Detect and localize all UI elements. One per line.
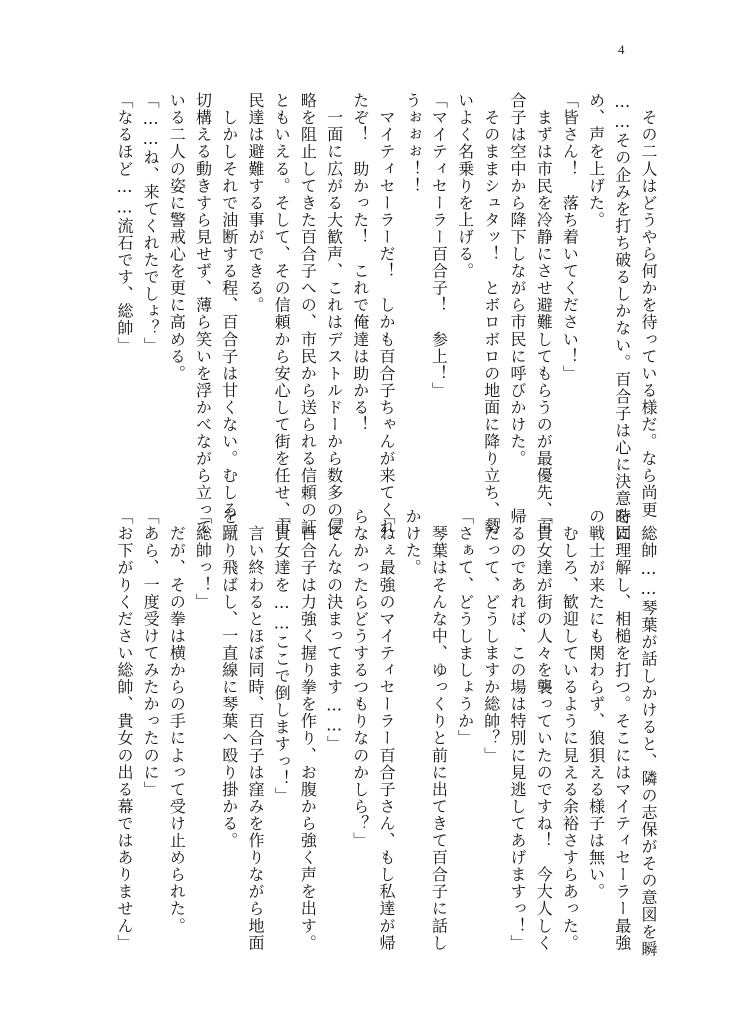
- text-line: の戦士が来たにも関わらず、狼狽える様子は無い。: [586, 508, 606, 901]
- text-line: しかしそれで油断する程、百合子は甘くない。むしろ一: [219, 92, 239, 536]
- text-line: 「……ね、来てくれたでしょ？」: [141, 92, 161, 354]
- text-line: だが、その拳は横からの手によって受け止められた。: [167, 508, 187, 935]
- text-line: を蹴り飛ばし、一直線に琴葉へ殴り掛かる。: [219, 508, 239, 849]
- text-line: 百合子は力強く握り拳を作り、お腹から強く声を出す。: [298, 508, 318, 952]
- text-line: そのままシュタッ！ とボロボロの地面に降り立ち、勢: [481, 92, 501, 536]
- text-line: 帰るのであれば、この場は特別に見逃してあげますっ！」: [507, 508, 527, 952]
- text-line: 「貴女達が街の人々を襲っていたのですね！ 今大人しく: [534, 508, 554, 952]
- text-line: ……その企みを打ち破るしかない。百合子は心に決意を固: [612, 92, 632, 542]
- text-line: まずは市民を冷静にさせ避難してもらうのが最優先、百: [534, 92, 554, 536]
- text-line: 「ねぇ最強のマイティセーラー百合子さん、もし私達が帰: [376, 508, 396, 952]
- text-line: 「皆さん！ 落ち着いてください！」: [560, 92, 580, 382]
- text-line: 切構える動きすら見せず、薄ら笑いを浮かべながら立って: [193, 92, 213, 536]
- text-line: 一面に広がる大歓声、これはデストルドーから数多の侵: [324, 92, 344, 536]
- text-line: ともいえる。そして、その信頼から安心して街を任せ、市: [272, 92, 292, 536]
- text-line: 「貴女達を……ここで倒しますっ！」: [272, 508, 292, 804]
- text-line: 総帥……琴葉が話しかけると、隣の志保がその意図を瞬: [639, 508, 658, 958]
- lower-text-block: [114, 508, 661, 958]
- text-line: 略を阻止してきた百合子への、市民から送られる信頼の証: [298, 92, 318, 536]
- text-line: かけた。: [403, 508, 423, 577]
- text-line: 合子は空中から降下しながら市民に呼びかけた。: [507, 92, 527, 468]
- text-line: 言い終わるとほぼ同時、百合子は窪みを作りながら地面: [245, 508, 265, 952]
- upper-text-block: [114, 92, 661, 542]
- text-line: 「マイティセーラー百合子！ 参上！」: [429, 92, 449, 399]
- text-line: むしろ、歓迎しているように見える余裕さすらあった。: [560, 508, 580, 952]
- text-line: 「総帥っ！」: [193, 508, 213, 611]
- text-line: 「だって、どうしますか総帥？」: [481, 508, 501, 764]
- text-line: 「あら、一度受けてみたかったのに」: [141, 508, 161, 798]
- text-line: マイティセーラーだ！ しかも百合子ちゃんが来てくれ: [376, 92, 396, 536]
- text-line: 「さぁて、どうしましょうか」: [455, 508, 475, 747]
- text-line: らなかったらどうするつもりなのかしら？」: [350, 508, 370, 849]
- text-line: 「なるほど……流石です、総帥」: [114, 92, 134, 354]
- text-line: その二人はどうやら何かを待っている様だ。なら尚更: [639, 92, 658, 519]
- text-line: いよく名乗りを上げる。: [455, 92, 475, 280]
- page-number: 4: [618, 42, 625, 57]
- text-line: たぞ！ 助かった！ これで俺達は助かる！: [350, 92, 370, 433]
- text-line: 琴葉はそんな中、ゆっくりと前に出てきて百合子に話し: [429, 508, 449, 952]
- text-line: 「お下がりください総帥、貴女の出る幕ではありません」: [114, 508, 134, 952]
- text-line: 「そんなの決まってます……」: [324, 508, 344, 753]
- text-line: 時に理解し、相槌を打つ。そこにはマイティセーラー最強: [612, 508, 632, 952]
- text-line: うぉぉぉ！！: [403, 92, 423, 195]
- text-line: いる二人の姿に警戒心を更に高める。: [167, 92, 187, 382]
- text-line: め、声を上げた。: [586, 92, 606, 229]
- text-line: 民達は避難する事ができる。: [245, 92, 265, 314]
